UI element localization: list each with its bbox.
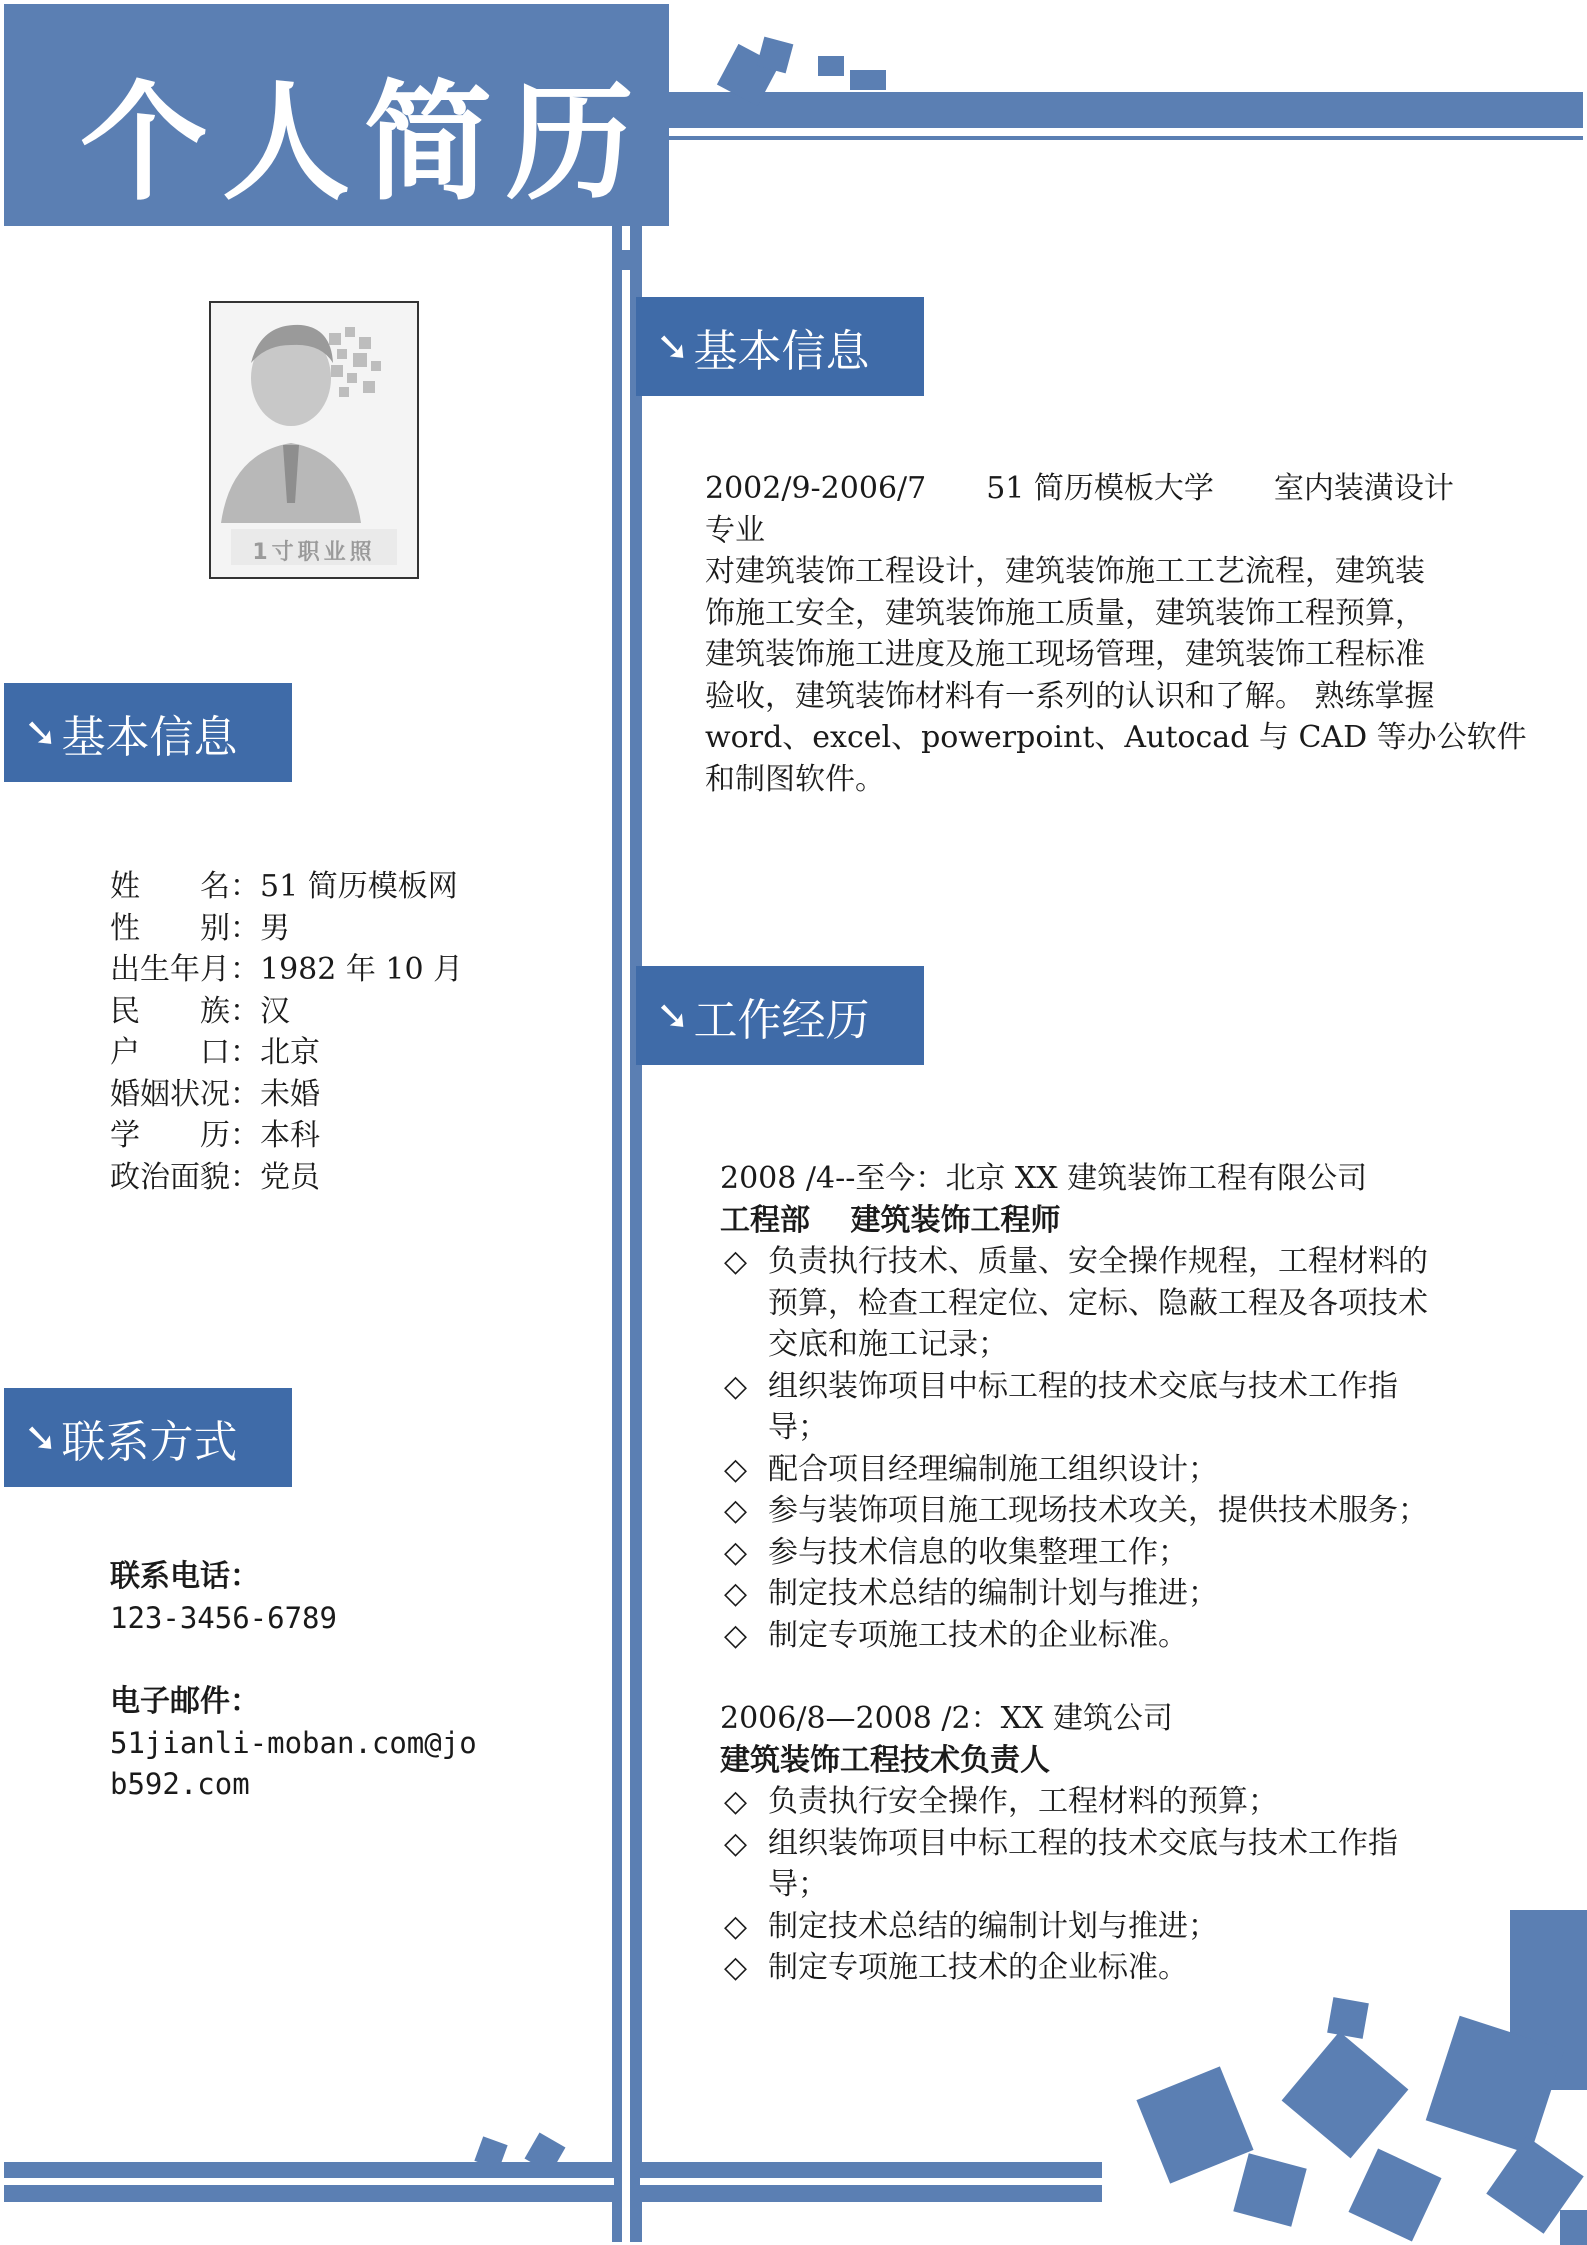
job-title-line: 2008 /4--至今：北京 XX 建筑装饰工程有限公司 <box>720 1161 1368 1196</box>
email-value-line2: b592.com <box>110 1767 250 1801</box>
divider-stripe <box>622 226 630 2242</box>
list-item: ◇ 组织装饰项目中标工程的技术交底与技术工作指 导； <box>720 1366 1500 1449</box>
list-item: ◇ 制定技术总结的编制计划与推进； <box>720 1906 1500 1948</box>
education-desc: word、excel、powerpoint、Autocad 与 CAD 等办公软件 <box>705 720 1527 755</box>
deco-square <box>1560 2210 1587 2245</box>
divider-gap-top <box>622 250 630 270</box>
deco-square <box>818 56 844 76</box>
footer-bar-stripe <box>4 2178 614 2185</box>
info-row: 民 族：汉 <box>110 993 290 1029</box>
email-label: 电子邮件： <box>110 1684 260 1719</box>
job-title-line: 工程部 建筑装饰工程师 <box>720 1202 1061 1238</box>
deco-square <box>1136 2066 1253 2183</box>
list-item: ◇ 配合项目经理编制施工组织设计； <box>720 1449 1500 1491</box>
diamond-bullet-icon: ◇ <box>724 1908 748 1944</box>
arrow-down-right-icon: ➘ <box>24 1414 58 1461</box>
diamond-bullet-icon: ◇ <box>724 1451 748 1487</box>
arrow-down-right-icon: ➘ <box>656 992 690 1039</box>
list-item: ◇ 参与装饰项目施工现场技术攻关，提供技术服务； <box>720 1490 1500 1532</box>
diamond-bullet-icon: ◇ <box>724 1368 748 1404</box>
education-desc: 验收，建筑装饰材料有一系列的认识和了解。 熟练掌握 <box>705 678 1435 714</box>
info-row: 出生年月：1982 年 10 月 <box>110 952 464 987</box>
phone-value: 123-3456-6789 <box>110 1600 337 1635</box>
list-item: ◇ 负责执行技术、质量、安全操作规程，工程材料的 预算，检查工程定位、定标、隐蔽工程及各项技术 交底和施工记录； <box>720 1241 1500 1366</box>
footer-bar-right-stripe <box>642 2178 1102 2185</box>
work-block <box>720 1158 1500 1989</box>
page-title: 个人简历 <box>80 68 649 218</box>
profile-photo <box>209 301 419 579</box>
info-row: 政治面貌：党员 <box>110 1159 320 1195</box>
diamond-bullet-icon: ◇ <box>724 1493 748 1528</box>
deco-square <box>1282 2032 1409 2159</box>
list-item: ◇ 制定专项施工技术的企业标准。 <box>720 1947 1500 1989</box>
diamond-bullet-icon: ◇ <box>724 1576 748 1611</box>
phone-label: 联系电话： <box>110 1559 260 1594</box>
education-block <box>705 468 1527 800</box>
education-desc: 饰施工安全，建筑装饰施工质量，建筑装饰工程预算， <box>705 595 1425 631</box>
section-tag-contact <box>4 1388 292 1487</box>
education-desc: 建筑装饰施工进度及施工现场管理，建筑装饰工程标准 <box>705 637 1425 672</box>
info-row: 姓 名：51 简历模板网 <box>110 869 458 904</box>
email-value-line1: 51jianli-moban.com@jo <box>110 1725 477 1760</box>
info-row: 性 别：男 <box>110 910 290 946</box>
list-item: ◇ 组织装饰项目中标工程的技术交底与技术工作指 导； <box>720 1823 1500 1906</box>
arrow-down-right-icon: ➘ <box>656 323 690 370</box>
list-item: ◇ 负责执行安全操作，工程材料的预算； <box>720 1781 1500 1823</box>
list-item: ◇ 制定专项施工技术的企业标准。 <box>720 1615 1500 1657</box>
education-desc: 对建筑装饰工程设计，建筑装饰施工工艺流程，建筑装 <box>705 554 1425 589</box>
deco-square <box>1233 2153 1306 2226</box>
contact-block <box>110 1556 477 1806</box>
section-heading: 联系方式 <box>61 1416 238 1468</box>
section-tag-work <box>636 966 924 1065</box>
photo-caption: 1寸职业照 <box>252 540 376 565</box>
diamond-bullet-icon: ◇ <box>724 1244 748 1279</box>
diamond-bullet-icon: ◇ <box>724 1825 748 1861</box>
list-item: ◇ 制定技术总结的编制计划与推进； <box>720 1573 1500 1615</box>
diamond-bullet-icon: ◇ <box>724 1617 748 1653</box>
job-title-line: 2006/8—2008 /2：XX 建筑公司 <box>720 1701 1173 1736</box>
deco-square <box>1327 1997 1369 2039</box>
education-line: 2002/9-2006/7 51 简历模板大学 室内装潢设计 <box>705 471 1454 506</box>
section-heading: 基本信息 <box>61 711 238 763</box>
section-tag-basic-info-left <box>4 683 292 782</box>
diamond-bullet-icon: ◇ <box>724 1784 748 1819</box>
header-bar-gap <box>669 128 1583 136</box>
info-row: 户 口：北京 <box>110 1035 320 1070</box>
diamond-bullet-icon: ◇ <box>724 1950 748 1985</box>
deco-square <box>1348 2148 1441 2241</box>
education-desc: 和制图软件。 <box>705 761 885 797</box>
section-heading: 工作经历 <box>693 994 870 1046</box>
list-item: ◇ 参与技术信息的收集整理工作； <box>720 1532 1500 1574</box>
section-heading: 基本信息 <box>693 325 870 377</box>
section-tag-basic-info-right <box>636 297 924 396</box>
info-row: 学 历：本科 <box>110 1118 320 1153</box>
education-line: 专业 <box>705 512 765 548</box>
diamond-bullet-icon: ◇ <box>724 1534 748 1570</box>
job-title-line: 建筑装饰工程技术负责人 <box>720 1742 1050 1778</box>
arrow-down-right-icon: ➘ <box>24 709 58 756</box>
deco-square <box>850 70 886 90</box>
info-row: 婚姻状况：未婚 <box>110 1076 320 1112</box>
basic-info-list <box>110 866 463 1198</box>
